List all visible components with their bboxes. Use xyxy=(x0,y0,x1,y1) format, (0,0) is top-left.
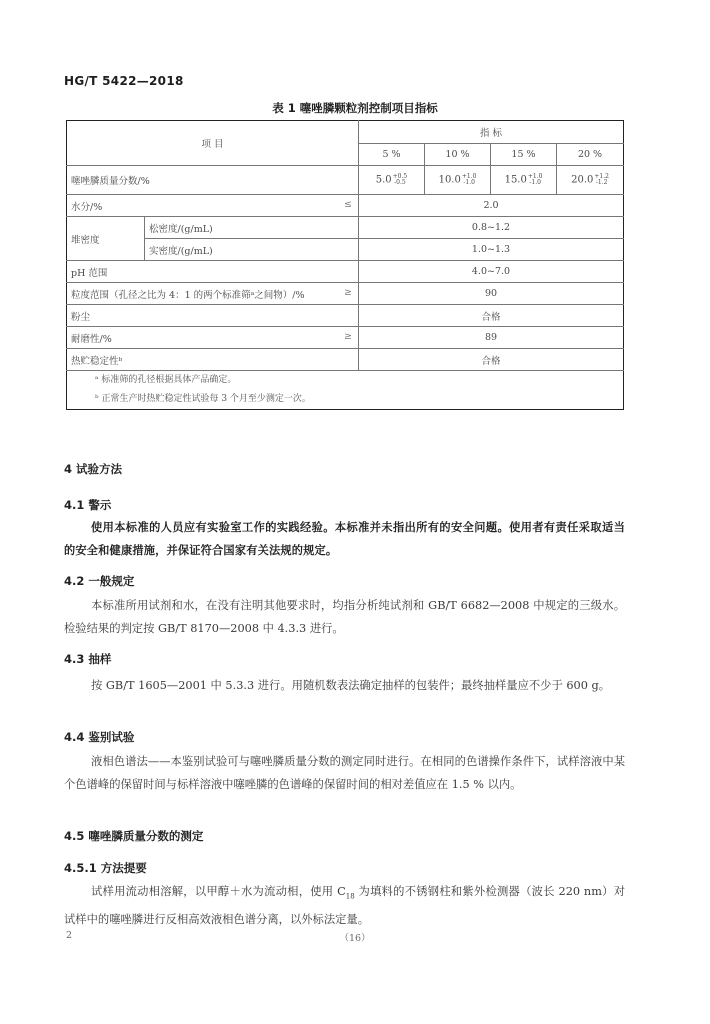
section-4-2-heading: 4.2 一般规定 xyxy=(64,574,135,588)
row-ph xyxy=(67,261,624,283)
abrasion-label: 耐磨性/% ≥ xyxy=(67,327,359,349)
grade-20: 20 % xyxy=(557,143,624,166)
water-label: 水分/% ≤ xyxy=(67,195,359,217)
row-mass-fraction xyxy=(67,166,624,195)
note-b: ᵇ 正常生产时热贮稳定性试验每 3 个月至少测定一次。 xyxy=(95,394,311,404)
section-4-5-heading: 4.5 噻唑膦质量分数的测定 xyxy=(64,829,204,843)
section-4-1-heading: 4.1 警示 xyxy=(64,498,112,512)
section-4-heading: 4 试验方法 xyxy=(64,462,123,476)
bulk-density-label: 堆密度 xyxy=(67,217,145,261)
grade-10: 10 % xyxy=(425,143,491,166)
row-dust xyxy=(67,305,624,327)
section-4-4-heading: 4.4 鉴别试验 xyxy=(64,730,135,744)
note-a: ᵃ 标准筛的孔径根据具体产品确定。 xyxy=(95,375,237,385)
mass-fraction-15: 15.0+1.0 -1.0 xyxy=(491,166,557,195)
granularity-value: 90 xyxy=(359,283,624,305)
tap-density-label: 实密度/(g/mL) xyxy=(145,239,359,261)
grade-15: 15 % xyxy=(491,143,557,166)
water-value: 2.0 xyxy=(359,195,624,217)
table-notes xyxy=(67,371,624,410)
loose-density-label: 松密度/(g/mL) xyxy=(145,217,359,239)
dust-label: 粉尘 xyxy=(67,305,359,327)
loose-density-value: 0.8~1.2 xyxy=(359,217,624,239)
standard-code: HG/T 5422—2018 xyxy=(64,74,184,88)
ph-value: 4.0~7.0 xyxy=(359,261,624,283)
row-loose-density xyxy=(67,217,624,239)
section-4-3-heading: 4.3 抽样 xyxy=(64,652,112,666)
row-abrasion xyxy=(67,327,624,349)
abrasion-value: 89 xyxy=(359,327,624,349)
row-water xyxy=(67,195,624,217)
mass-fraction-label: 噻唑膦质量分数/% xyxy=(67,166,359,195)
section-4-3-text: 按 GB/T 1605—2001 中 5.3.3 进行。用随机数表法确定抽样的包装件；最终抽样量应不少于 600 g。 xyxy=(91,679,611,692)
table-caption: 表 1 噻唑膦颗粒剂控制项目指标 xyxy=(272,101,438,115)
row-heat-stability xyxy=(67,349,624,371)
section-4-5-1-heading: 4.5.1 方法提要 xyxy=(64,861,147,875)
spec-table xyxy=(66,120,624,410)
page-number: 2 xyxy=(66,930,73,941)
mass-fraction-10: 10.0+1.0 -1.0 xyxy=(425,166,491,195)
heat-stability-value: 合格 xyxy=(359,349,624,371)
section-4-5-1-text: 试样用流动相溶解，以甲醇＋水为流动相，使用 $C_{18}$ 为填料的不锈钢柱和紫外检测器（波长 220 nm）对试样中的噻唑膦进行反相高效液相色谱分离，以外标法定量。 xyxy=(64,885,625,927)
ph-label: pH 范围 xyxy=(67,261,359,283)
row-tap-density xyxy=(67,239,624,261)
section-4-1-text: 使用本标准的人员应有实验室工作的实践经验。本标准并未指出所有的安全问题。使用者有责任采取适当的安全和健康措施，并保证符合国家有关法规的规定。 xyxy=(64,521,625,557)
grade-5: 5 % xyxy=(359,143,425,166)
mass-fraction-5: 5.0+0.5 -0.5 xyxy=(359,166,425,195)
section-4-4-text: 液相色谱法——本鉴别试验可与噻唑膦质量分数的测定同时进行。在相同的色谱操作条件下，试样溶液中某个色谱峰的保留时间与标样溶液中噻唑膦的色谱峰的保留时间的相对差值应在 1.5 % 以内。 xyxy=(64,755,625,791)
item-header: 项 目 xyxy=(67,121,359,166)
page-code: （16） xyxy=(339,933,371,944)
heat-stability-label: 热贮稳定性ᵇ xyxy=(67,349,359,371)
index-header: 指 标 xyxy=(359,121,624,144)
dust-value: 合格 xyxy=(359,305,624,327)
tap-density-value: 1.0~1.3 xyxy=(359,239,624,261)
granularity-label: 粒度范围（孔径之比为 4：1 的两个标准筛ᵃ之间物）/% ≥ xyxy=(67,283,359,305)
section-4-2-text: 本标准所用试剂和水，在没有注明其他要求时，均指分析纯试剂和 GB/T 6682—2008 中规定的三级水。检验结果的判定按 GB/T 8170—2008 中 4.3.3 进行。 xyxy=(64,599,625,635)
mass-fraction-20: 20.0+1.2 -1.2 xyxy=(557,166,624,195)
row-granularity xyxy=(67,283,624,305)
